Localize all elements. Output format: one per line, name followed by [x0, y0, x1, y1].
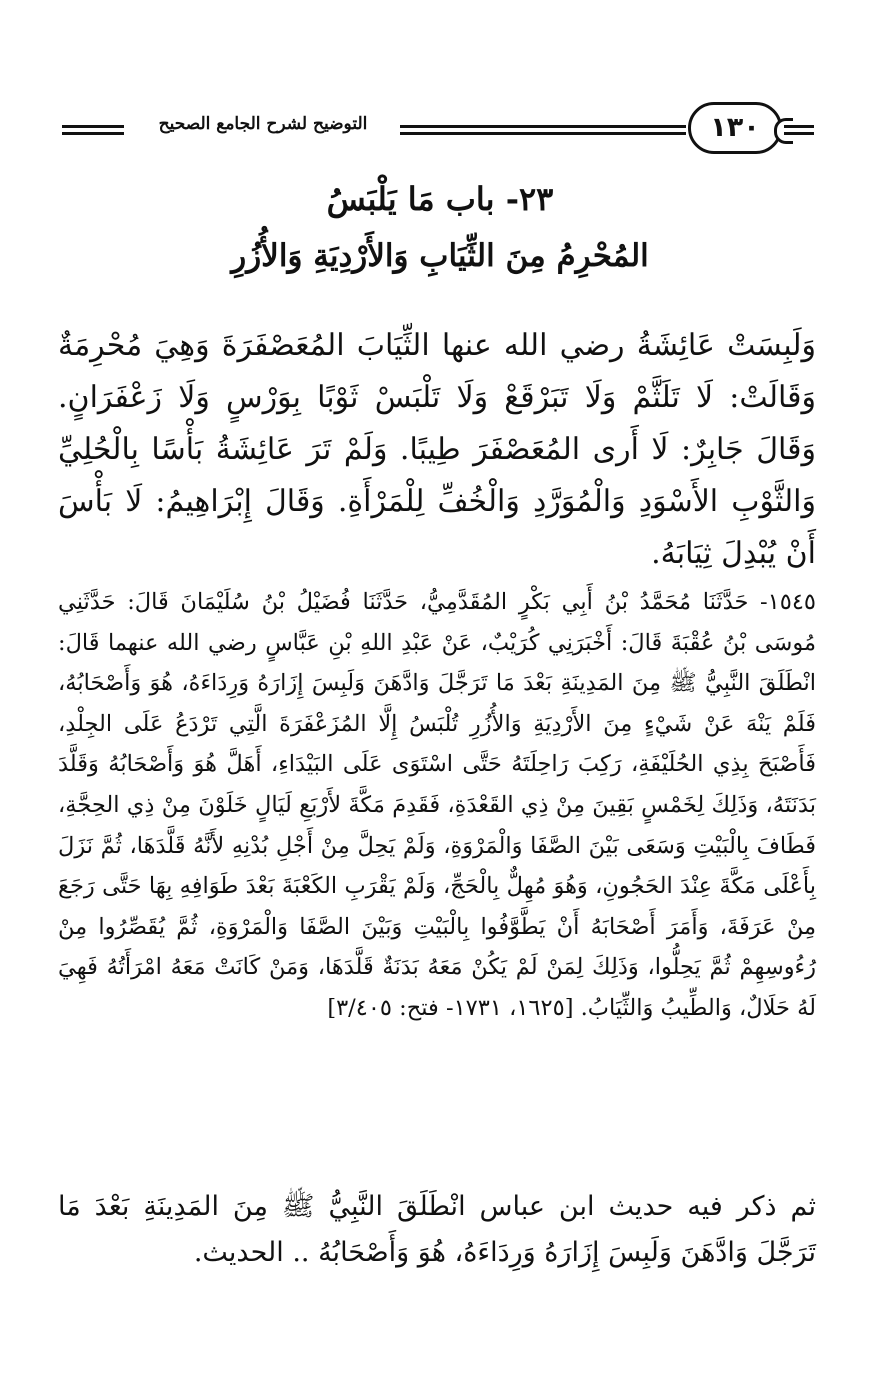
- hadith-paragraph: [58, 582, 816, 1029]
- chapter-title-line-2: المُحْرِمُ مِنَ الثِّيَابِ وَالأَرْدِيَةِ وَالأُزُرِ: [231, 238, 649, 274]
- page-number: ١٣٠: [688, 102, 782, 154]
- header-rule-left: [62, 125, 124, 135]
- book-title: التوضيح لشرح الجامع الصحيح: [158, 114, 368, 134]
- header-rule-right: [784, 125, 814, 135]
- commentary-paragraph: ثم ذكر فيه حديث ابن عباس انْطَلَقَ النَّبِيُّ ﷺ مِنَ المَدِينَةِ بَعْدَ مَا تَرَجَّلَ وَادَّهَنَ وَلَبِسَ إِزَارَهُ وَرِدَاءَهُ، هُوَ وَأَصْحَابُهُ .. الحديث.: [58, 1191, 816, 1268]
- muallaq-paragraph: وَلَبِسَتْ عَائِشَةُ رضي الله عنها الثِّيَابَ المُعَصْفَرَةَ وَهِيَ مُحْرِمَةٌ وَقَالَتْ: لَا تَلَثَّمْ وَلَا تَبَرْقَعْ وَلَا تَلْبَسْ ثَوْبًا بِوَرْسٍ وَلَا زَعْفَرَانٍ. وَقَالَ جَابِرٌ: لَا أَرى المُعَصْفَرَ طِيبًا. وَلَمْ تَرَ عَائِشَةُ بَأْسًا بِالْحُلِيِّ وَالثَّوْبِ الأَسْوَدِ وَالْمُوَرَّدِ وَالْخُفِّ لِلْمَرْأَةِ. وَقَالَ إِبْرَاهِيمُ: لَا بَأْسَ أَنْ يُبْدِلَ ثِيَابَهُ.: [58, 328, 816, 571]
- running-header: [62, 100, 814, 160]
- hadith-reference: [١٦٢٥، ١٧٣١- فتح: ٣/٤٠٥]: [327, 994, 574, 1021]
- hadith-text: ١٥٤٥- حَدَّثَنَا مُحَمَّدُ بْنُ أَبِي بَكْرٍ المُقَدَّمِيُّ، حَدَّثَنَا فُضَيْلُ بْنُ سُلَيْمَانَ قَالَ: حَدَّثَنِي مُوسَى بْنُ عُقْبَةَ قَالَ: أَخْبَرَنِي كُرَيْبٌ، عَنْ عَبْدِ اللهِ بْنِ عَبَّاسٍ رضي الله عنهما قَالَ: انْطَلَقَ النَّبِيُّ ﷺ مِنَ المَدِينَةِ بَعْدَ مَا تَرَجَّلَ وَادَّهَنَ وَلَبِسَ إِزَارَهُ وَرِدَاءَهُ، هُوَ وَأَصْحَابُهُ، فَلَمْ يَنْهَ عَنْ شَيْءٍ مِنَ الأَرْدِيَةِ وَالأُزُرِ تُلْبَسُ إِلَّا المُزَعْفَرَةَ الَّتِي تَرْدَعُ عَلَى الجِلْدِ، فَأَصْبَحَ بِذِي الحُلَيْفَةِ، رَكِبَ رَاحِلَتَهُ حَتَّى اسْتَوَى عَلَى البَيْدَاءِ، أَهَلَّ هُوَ وَأَصْحَابُهُ وَقَلَّدَ بَدَنَتَهُ، وَذَلِكَ لِخَمْسٍ بَقِينَ مِنْ ذِي القَعْدَةِ، فَقَدِمَ مَكَّةَ لأَرْبَعِ لَيَالٍ خَلَوْنَ مِنْ ذِي الحِجَّةِ، فَطَافَ بِالْبَيْتِ وَسَعَى بَيْنَ الصَّفَا وَالْمَرْوَةِ، وَلَمْ يَحِلَّ مِنْ أَجْلِ بُدْنِهِ لأَنَّهُ قَلَّدَهَا، ثُمَّ نَزَلَ بِأَعْلَى مَكَّةَ عِنْدَ الحَجُونِ، وَهُوَ مُهِلٌّ بِالْحَجِّ، وَلَمْ يَقْرَبِ الكَعْبَةَ بَعْدَ طَوَافِهِ بِهَا حَتَّى رَجَعَ مِنْ عَرَفَةَ، وَأَمَرَ أَصْحَابَهُ أَنْ يَطَّوَّفُوا بِالْبَيْتِ وَبَيْنَ الصَّفَا وَالْمَرْوَةِ، ثُمَّ يُقَصِّرُوا مِنْ رُءُوسِهِمْ ثُمَّ يَحِلُّوا، وَذَلِكَ لِمَنْ لَمْ يَكُنْ مَعَهُ بَدَنَةٌ قَلَّدَهَا، وَمَنْ كَانَتْ مَعَهُ امْرَأَتُهُ فَهِيَ لَهُ حَلَالٌ، وَالطِّيبُ وَالثِّيَابُ.: [58, 589, 816, 1021]
- header-rule-middle: [400, 125, 686, 135]
- chapter-title-line-1: ٢٣- باب مَا يَلْبَسُ: [326, 180, 554, 218]
